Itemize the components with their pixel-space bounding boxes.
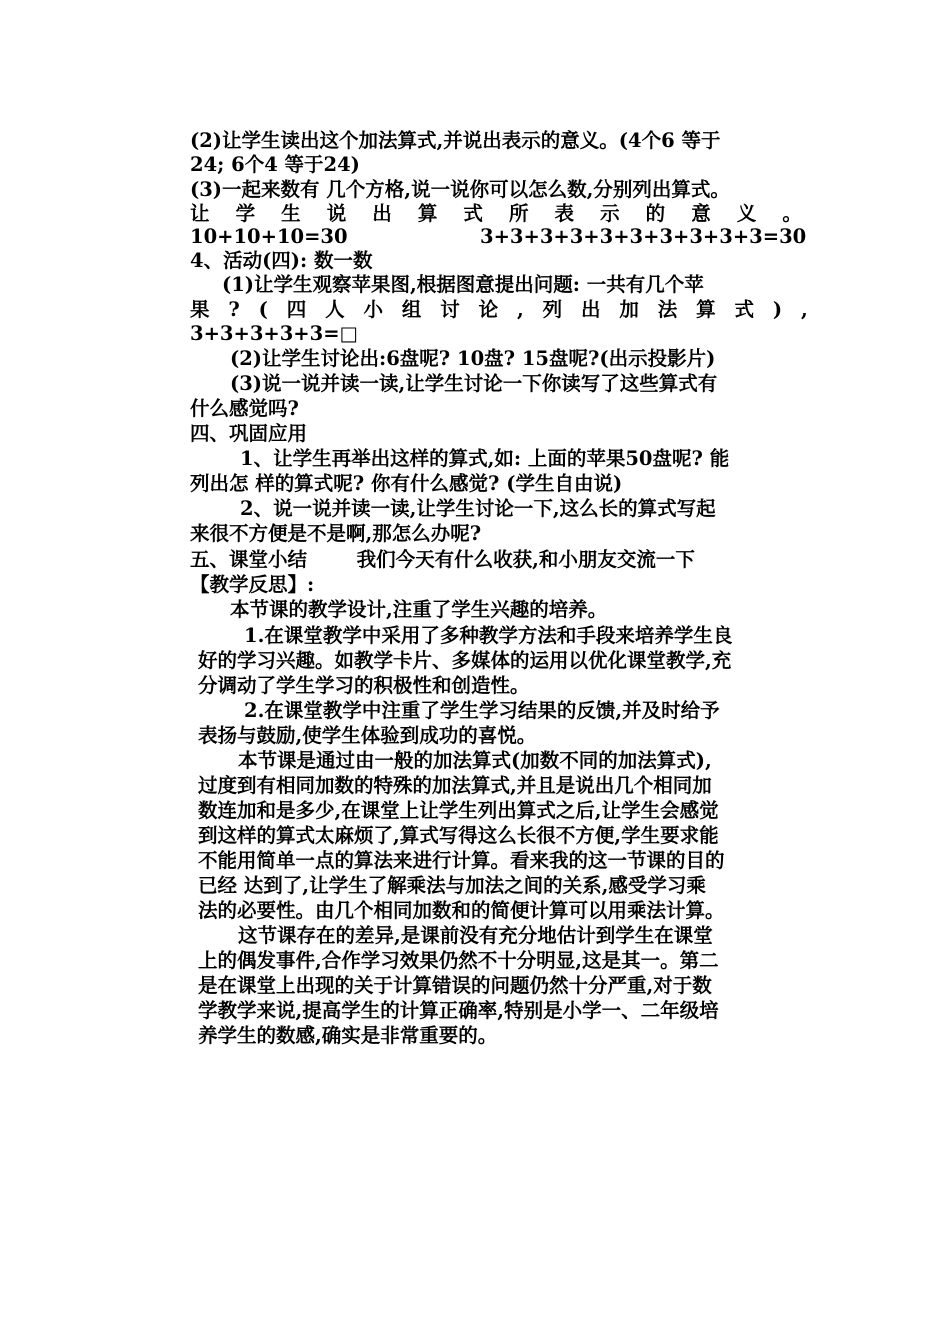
text-line: 1、让学生再举出这样的算式,如: 上面的苹果50盘呢? 能 [240,447,730,470]
char: 式 [734,298,755,321]
char: 学 [235,202,256,225]
char: 的 [645,202,666,225]
char: 让 [190,202,210,225]
section-heading: 四、巩固应用 [190,422,308,445]
char: 意 [691,202,711,225]
char: , [517,298,524,321]
formula-right: 3+3+3+3+3+3+3+3+3+3=30 [480,225,807,248]
text-line: 不能用简单一点的算法来进行计算。看来我的这一节课的目的 [198,849,725,872]
text-line: 好的学习兴趣。如教学卡片、多媒体的运用以优化课堂教学,充 [198,649,732,672]
text-line: 养学生的数感,确实是非常重要的。 [198,1024,498,1047]
section-heading: 五、课堂小结 [190,548,308,571]
char: 示 [600,202,620,225]
char: 义 [736,202,757,225]
formula-line [190,224,810,250]
char: 列 [542,298,563,321]
text-line: 24; 6个4 等于24) [190,153,360,176]
char: ) [772,298,783,321]
char: 算 [696,298,716,321]
char: 所 [508,202,529,225]
text-line: 什么感觉吗? [190,397,299,420]
char: 表 [554,202,575,225]
char: , [801,298,808,321]
char: 生 [281,202,301,225]
text-line: 是在课堂上出现的关于计算错误的问题仍然十分严重,对于数 [198,974,712,997]
text-line: 过度到有相同加数的特殊的加法算式,并且是说出几个相同加 [198,774,712,797]
char: 。 [782,202,802,225]
char: ? [228,298,240,321]
char: 说 [326,202,347,225]
text-line: 法的必要性。由几个相同加数和的简便计算可以用乘法计算。 [198,899,725,922]
text-line: 本节课的教学设计,注重了学生兴趣的培养。 [230,598,608,621]
text-line: 本节课是通过由一般的加法算式(加数不同的加法算式), [238,749,712,772]
char: 法 [657,298,678,321]
char: 小 [363,298,384,321]
text-line: 学教学来说,提高学生的计算正确率,特别是小学一、二年级培 [198,999,719,1022]
text-line: (1)让学生观察苹果图,根据图意提出问题: 一共有几个苹 [222,273,704,296]
text-line: 已经 达到了,让学生了解乘法与加法之间的关系,感受学习乘 [198,874,706,897]
text-line: 1.在课堂教学中采用了多种教学方法和手段来培养学生良 [244,624,733,647]
char: 出 [372,202,392,225]
text-line: 表扬与鼓励,使学生体验到成功的喜悦。 [198,724,537,747]
char: 果 [190,298,210,321]
text-line: 列出怎 样的算式呢? 你有什么感觉? (学生自由说) [190,472,623,495]
char: 组 [401,298,422,321]
reflection-heading: 【教学反思】: [190,573,315,596]
section-text: 我们今天有什么收获,和小朋友交流一下 [356,548,695,571]
char: 人 [325,298,345,321]
formula-line: 3+3+3+3+3=□ [190,322,358,345]
char: 式 [463,202,483,225]
section-heading-row [190,547,810,573]
formula-left: 10+10+10=30 [190,225,348,248]
char: 讨 [440,298,460,321]
text-line: (2)让学生读出这个加法算式,并说出表示的意义。(4个6 等于 [190,129,721,152]
text-line: (2)让学生讨论出:6盘呢? 10盘? 15盘呢?(出示投影片) [230,347,716,370]
text-line: 来很不方便是不是啊,那怎么办呢? [190,522,482,545]
text-line: 分调动了学生学习的积极性和创造性。 [198,674,530,697]
section-heading: 4、活动(四): 数一数 [190,249,373,272]
char: 加 [619,298,639,321]
text-line: 这节课存在的差异,是课前没有充分地估计到学生在课堂 [238,924,713,947]
text-line: (3)一起来数有 几个方格,说一说你可以怎么数,分别列出算式。 [190,178,730,201]
text-line: 到这样的算式太麻烦了,算式写得这么长很不方便,学生要求能 [198,824,719,847]
char: 算 [417,202,438,225]
text-line: 上的偶发事件,合作学习效果仍然不十分明显,这是其一。第二 [198,949,719,972]
char: 出 [581,298,601,321]
char: ( [258,298,268,321]
text-line: (3)说一说并读一读,让学生讨论一下你读写了这些算式有 [230,372,718,395]
text-line-justified [190,297,808,323]
text-line: 数连加和是多少,在课堂上让学生列出算式之后,让学生会感觉 [198,799,719,822]
text-line: 2、说一说并读一读,让学生讨论一下,这么长的算式写起 [240,497,716,520]
text-line: 2.在课堂教学中注重了学生学习结果的反馈,并及时给予 [244,699,720,722]
char: 四 [286,298,307,321]
char: 论 [478,298,499,321]
